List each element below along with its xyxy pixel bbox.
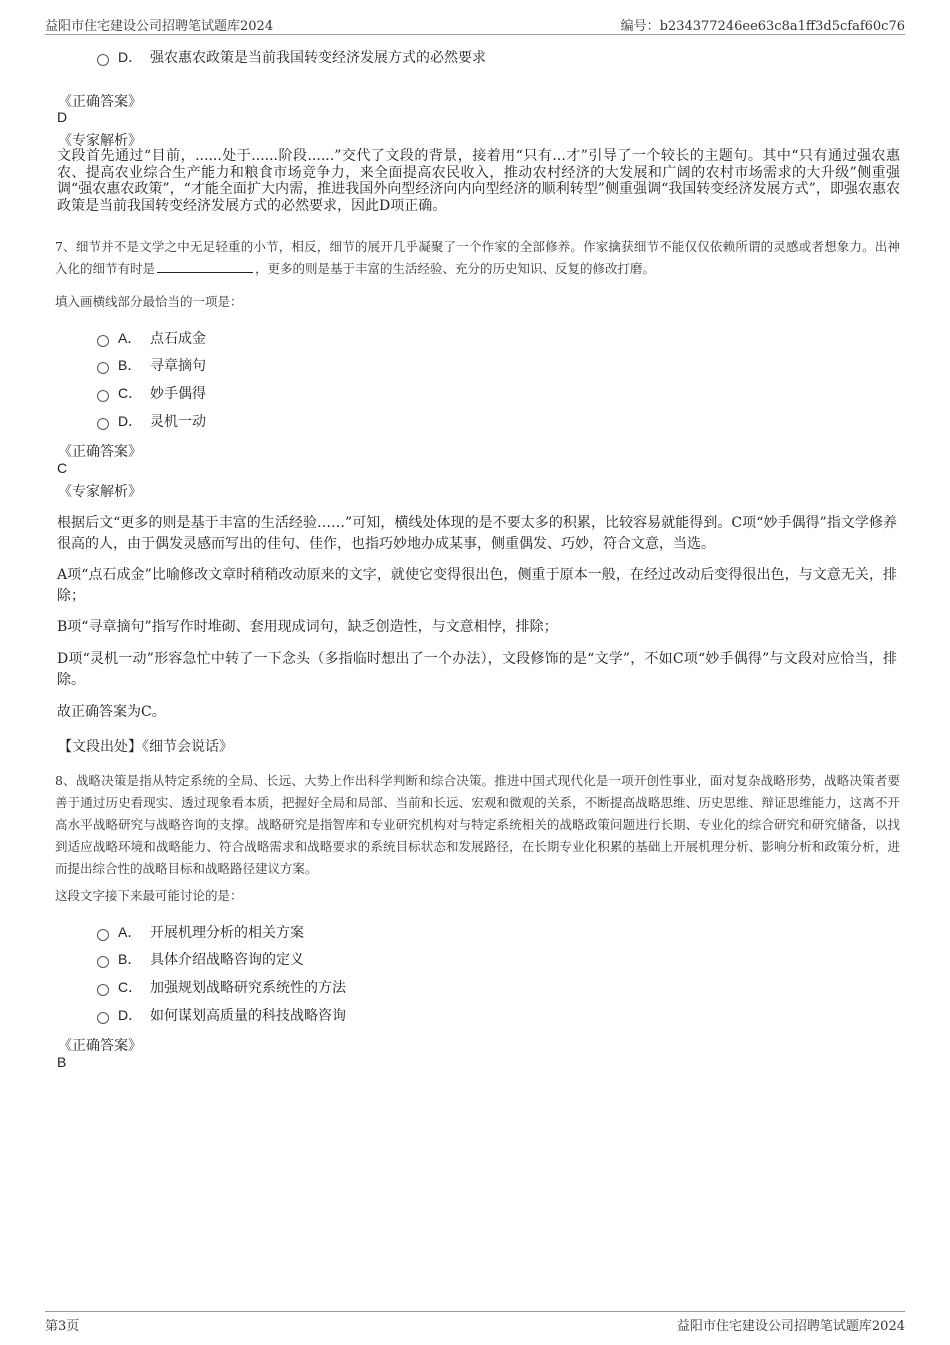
q6-answer: D: [57, 109, 68, 125]
q7-answer: C: [57, 460, 68, 476]
radio-icon[interactable]: [97, 362, 109, 374]
q8-answer: B: [57, 1054, 67, 1070]
q8-option-d[interactable]: D． 如何谋划高质量的科技战略咨询: [97, 1005, 346, 1027]
q8-prompt: 这段文字接下来最可能讨论的是：: [55, 888, 243, 903]
q7-source: 【文段出处】《细节会说话》: [58, 739, 233, 755]
radio-icon[interactable]: [97, 418, 109, 430]
q6-analysis: 文段首先通过“目前，......处于......阶段......”交代了文段的背景，接着用“只有...才”引导了一个较长的主题句。其中“只有通过强农惠农、提高农业综合生产能力和粮食市场竞争力，来全面提高农民收入，推动农村经济的大发展和广阔的农村市场需求的大升级”侧重强调“强农惠农政策”，“才能全面扩大内需，推进我国外向型经济向内向型经济的顺利转型”侧重强调“我国转变经济发展方式”，即强农惠农政策是当前我国转变经济发展方式的必然要求，因此D项正确。: [57, 148, 900, 214]
q6-analysis-label: 《专家解析》: [58, 133, 142, 149]
q7-option-c[interactable]: C． 妙手偶得: [97, 383, 206, 405]
radio-icon[interactable]: [97, 390, 109, 402]
q7-analysis-paragraph: 根据后文“更多的则是基于丰富的生活经验……”可知，横线处体现的是不要太多的积累，比较容易就能得到。C项“妙手偶得”指文学修养很高的人，由于偶发灵感而写出的佳句、佳作，也指巧妙地办成某事，侧重偶发、巧妙，符合文意，当选。: [57, 515, 897, 552]
radio-icon[interactable]: [97, 1012, 109, 1024]
q7-analysis-label: 《专家解析》: [58, 484, 142, 500]
q6-answer-label: 《正确答案》: [58, 94, 142, 110]
footer-title: 益阳市住宅建设公司招聘笔试题库2024: [676, 1319, 905, 1334]
q8-answer-label: 《正确答案》: [58, 1038, 142, 1054]
q8-option-a[interactable]: A． 开展机理分析的相关方案: [97, 922, 304, 944]
fill-blank: [157, 260, 253, 273]
q8-question: 8、战略决策是指从特定系统的全局、长远、大势上作出科学判断和综合决策。推进中国式现代化是一项开创性事业，面对复杂战略形势，战略决策者要善于通过历史看现实、透过现象看本质，把握好全局和局部、当前和长远、宏观和微观的关系，不断提高战略思维、历史思维、辩证思维能力，这离不开高水平战略研究与战略咨询的支撑。战略研究是指智库和专业研究机构对与特定系统相关的战略政策问题进行长期、专业化的综合研究和研究储备，以找到适应战略环境和战略能力、符合战略需求和战略要求的系统目标状态和发展路径，在长期专业化积累的基础上开展机理分析、影响分析和政策分析，进而提出综合性的战略目标和战略路径建议方案。: [55, 773, 900, 876]
q8-option-c[interactable]: C． 加强规划战略研究系统性的方法: [97, 977, 346, 999]
q6-option-d[interactable]: D． 强农惠农政策是当前我国转变经济发展方式的必然要求: [97, 47, 486, 69]
q7-prompt: 填入画横线部分最恰当的一项是：: [55, 294, 243, 309]
q7-analysis-paragraph: B项“寻章摘句”指写作时堆砌、套用现成词句，缺乏创造性，与文意相悖，排除；: [57, 619, 558, 635]
radio-icon[interactable]: [97, 929, 109, 941]
q7-option-a[interactable]: A． 点石成金: [97, 328, 206, 350]
page-footer: [45, 1311, 905, 1334]
header-code: 编号：b234377246ee63c8a1ff3d5cfaf60c76: [620, 19, 905, 34]
q7-analysis-paragraph: 故正确答案为C。: [57, 704, 166, 720]
radio-icon[interactable]: [97, 956, 109, 968]
q7-option-b[interactable]: B． 寻章摘句: [97, 355, 206, 377]
q7-analysis-paragraph: A项“点石成金”比喻修改文章时稍稍改动原来的文字，就使它变得很出色，侧重于原本一般，在经过改动后变得很出色，与文意无关，排除；: [57, 567, 897, 604]
radio-icon[interactable]: [97, 335, 109, 347]
footer-page-number: 第3页: [45, 1319, 80, 1334]
q7-option-d[interactable]: D． 灵机一动: [97, 411, 206, 433]
radio-icon[interactable]: [97, 54, 109, 66]
page-header: [45, 14, 905, 35]
q7-analysis-paragraph: D项“灵机一动”形容急忙中转了一下念头（多指临时想出了一个办法），文段修饰的是“文学”，不如C项“妙手偶得”与文段对应恰当，排除。: [57, 651, 897, 688]
radio-icon[interactable]: [97, 984, 109, 996]
q8-option-b[interactable]: B． 具体介绍战略咨询的定义: [97, 949, 304, 971]
header-title: 益阳市住宅建设公司招聘笔试题库2024: [45, 19, 274, 34]
q7-question: 7、细节并不是文学之中无足轻重的小节，相反，细节的展开几乎凝聚了一个作家的全部修养。作家擒获细节不能仅仅依赖所谓的灵感或者想象力。出神入化的细节有时是 ，更多的则是基于丰富的生活经验、充分的历史知识、反复的修改打磨。: [55, 239, 900, 276]
q7-answer-label: 《正确答案》: [58, 444, 142, 460]
